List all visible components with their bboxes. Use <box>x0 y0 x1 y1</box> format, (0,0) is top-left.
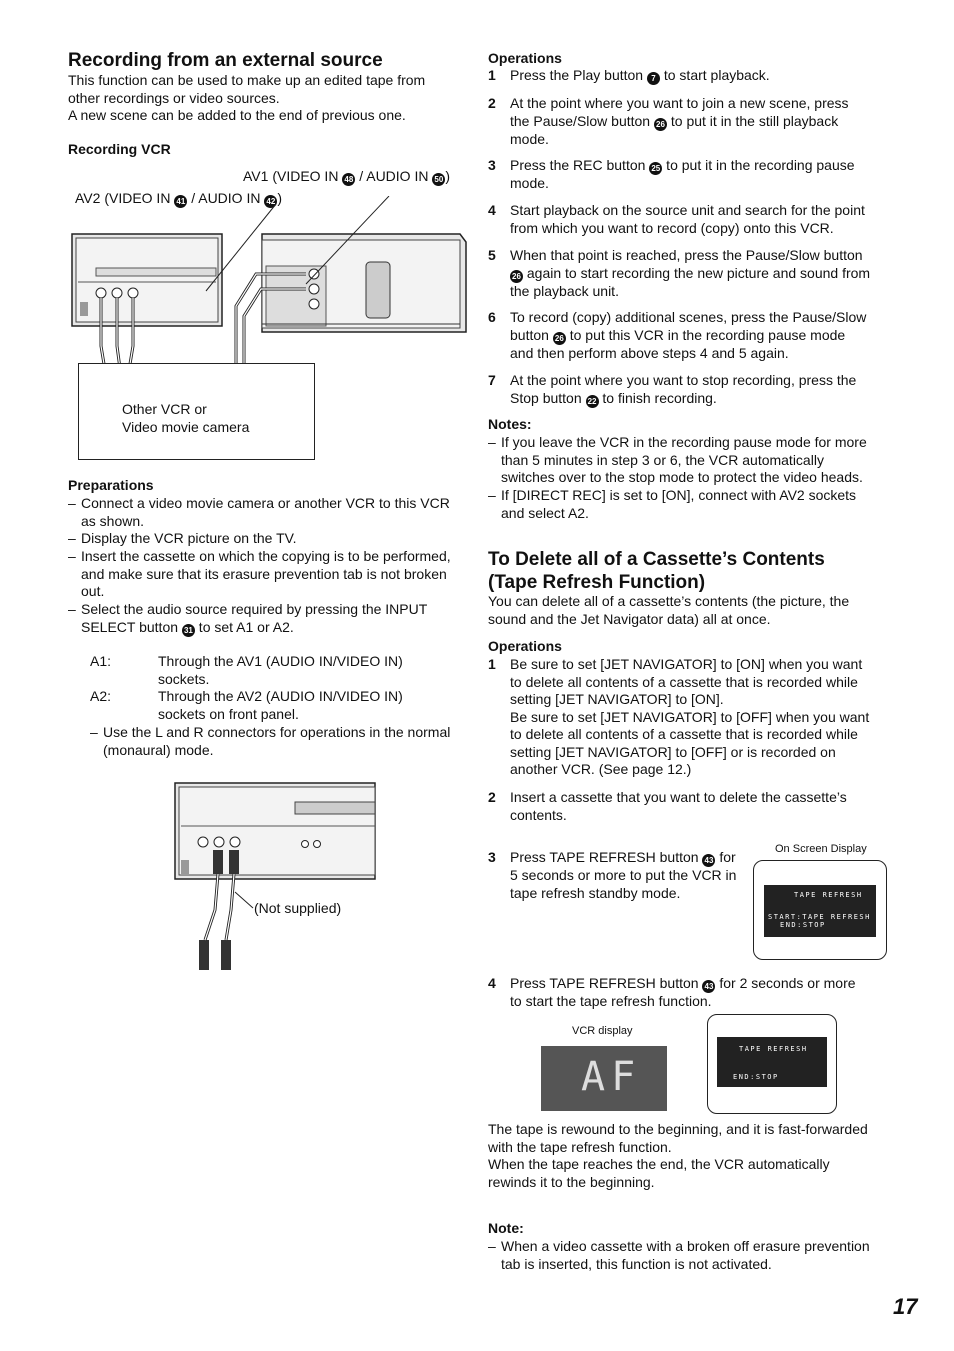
mono-box-line: Video movie camera <box>172 1008 300 1025</box>
notes-heading: Notes: <box>488 416 532 432</box>
step-number: 4 <box>488 975 496 991</box>
step-text: Press the REC button 25 to put it in the recording pause mode. <box>510 157 855 191</box>
source-box-line: Other VCR or <box>122 401 207 417</box>
intro-line: This function can be used to make up an edited tape from <box>68 72 426 88</box>
step-text: Insert a cassette that you want to delete the cassette’s contents. <box>510 789 847 823</box>
step-text: Press TAPE REFRESH button 43 for 5 seconds or more to put the VCR in tape refresh standby mode. <box>510 849 737 901</box>
step-text: To record (copy) additional scenes, press the Pause/Slow button 26 to put this VCR in the recording pause mode and then perform above steps 4 and 5 again. <box>510 309 867 361</box>
step-text: Start playback on the source unit and search for the point from which you want to record (copy) onto this VCR. <box>510 202 865 236</box>
step-text: Press TAPE REFRESH button 43 for 2 seconds or more to start the tape refresh function. <box>510 975 856 1009</box>
button-number-badge: 25 <box>649 162 662 175</box>
button-number-badge: 22 <box>586 395 599 408</box>
step-number: 4 <box>488 202 496 218</box>
intro-text <box>68 72 425 125</box>
step-text: At the point where you want to stop recording, press the Stop button 22 to finish recording. <box>510 372 857 406</box>
a2-key: A2: <box>90 688 112 704</box>
tv-screen-2 <box>707 1014 837 1114</box>
operations-heading-2: Operations <box>488 638 562 654</box>
preparations-heading: Preparations <box>68 477 154 493</box>
step-number: 3 <box>488 849 496 865</box>
tv-screen-1 <box>753 860 887 960</box>
section-title-2: To Delete all of a Cassette’s Contents (Tape Refresh Function) <box>488 549 825 593</box>
section-title: Recording from an external source <box>68 50 383 71</box>
monaural-connection-illustration <box>145 780 377 985</box>
button-number-badge: 7 <box>647 72 660 85</box>
av1-label: AV1 (VIDEO IN 48 / AUDIO IN 50 ) <box>243 168 451 184</box>
step-text: Press the Play button 7 to start playback. <box>510 67 770 83</box>
after-text: The tape is rewound to the beginning, and it is fast-forwarded with the tape refresh function. When the tape reaches the end, the VCR automatically rewinds it to the beginning. <box>488 1121 868 1190</box>
step-number: 7 <box>488 372 496 388</box>
osd-label: On Screen Display <box>775 843 867 855</box>
step-text: When that point is reached, press the Pause/Slow button 26 again to start recording the new picture and sound from the playback unit. <box>510 247 871 299</box>
intro-line: A new scene can be added to the end of previous one. <box>68 107 406 123</box>
step-number: 3 <box>488 157 496 173</box>
av2-label: AV2 (VIDEO IN 41 / AUDIO IN 42 ) <box>75 190 283 206</box>
note-heading: Note: <box>488 1220 524 1236</box>
step-text: Be sure to set [JET NAVIGATOR] to [ON] when you want to delete all contents of a cassette that is recorded while setting [JET NAVIGATOR] to [ON]. Be sure to set [JET NAVIGATOR] to [OFF] when you want to delete all contents of a cassette that is recorded while setting [JET NAVIGATOR] to [OFF] or is recorded on another VCR. (See page 12.) <box>510 656 870 777</box>
step-number: 6 <box>488 309 496 325</box>
step-text: At the point where you want to join a new scene, press the Pause/Slow button 26 to put it in the still playback mode. <box>510 95 849 147</box>
intro-line: other recordings or video sources. <box>68 89 280 106</box>
button-number-badge: 43 <box>702 854 715 867</box>
button-number-badge: 26 <box>553 332 566 345</box>
intro-text-2: You can delete all of a cassette’s contents (the picture, the sound and the Jet Navigator data) all at once. <box>488 593 850 627</box>
button-number-badge: 43 <box>702 980 715 993</box>
mono-box-line: Other Monaural VCR or <box>172 991 320 1007</box>
osd-panel-2: TAPE REFRESH END:STOP <box>717 1037 827 1087</box>
step-number: 2 <box>488 789 496 805</box>
page-number: 17 <box>893 1294 918 1319</box>
a1-value: Through the AV1 (AUDIO IN/VIDEO IN) sockets. <box>158 653 403 687</box>
button-number-badge: 26 <box>510 270 523 283</box>
step-number: 2 <box>488 95 496 111</box>
vcr-display: AF <box>541 1046 667 1111</box>
osd-panel-1: TAPE REFRESH START:TAPE REFRESH END:STOP <box>764 885 876 937</box>
a2-value: Through the AV2 (AUDIO IN/VIDEO IN) sockets on front panel. <box>158 688 403 722</box>
operations-heading: Operations <box>488 50 562 66</box>
step-number: 1 <box>488 67 496 83</box>
recording-vcr-label: Recording VCR <box>68 141 171 157</box>
step-number: 5 <box>488 247 496 263</box>
not-supplied-label: (Not supplied) <box>254 900 342 916</box>
source-box-line: Video movie camera <box>122 418 250 435</box>
a1-key: A1: <box>90 653 112 669</box>
vcr-display-label: VCR display <box>572 1025 633 1037</box>
step-number: 1 <box>488 656 496 672</box>
button-number-badge: 26 <box>654 118 667 131</box>
source-device-box <box>78 363 315 460</box>
